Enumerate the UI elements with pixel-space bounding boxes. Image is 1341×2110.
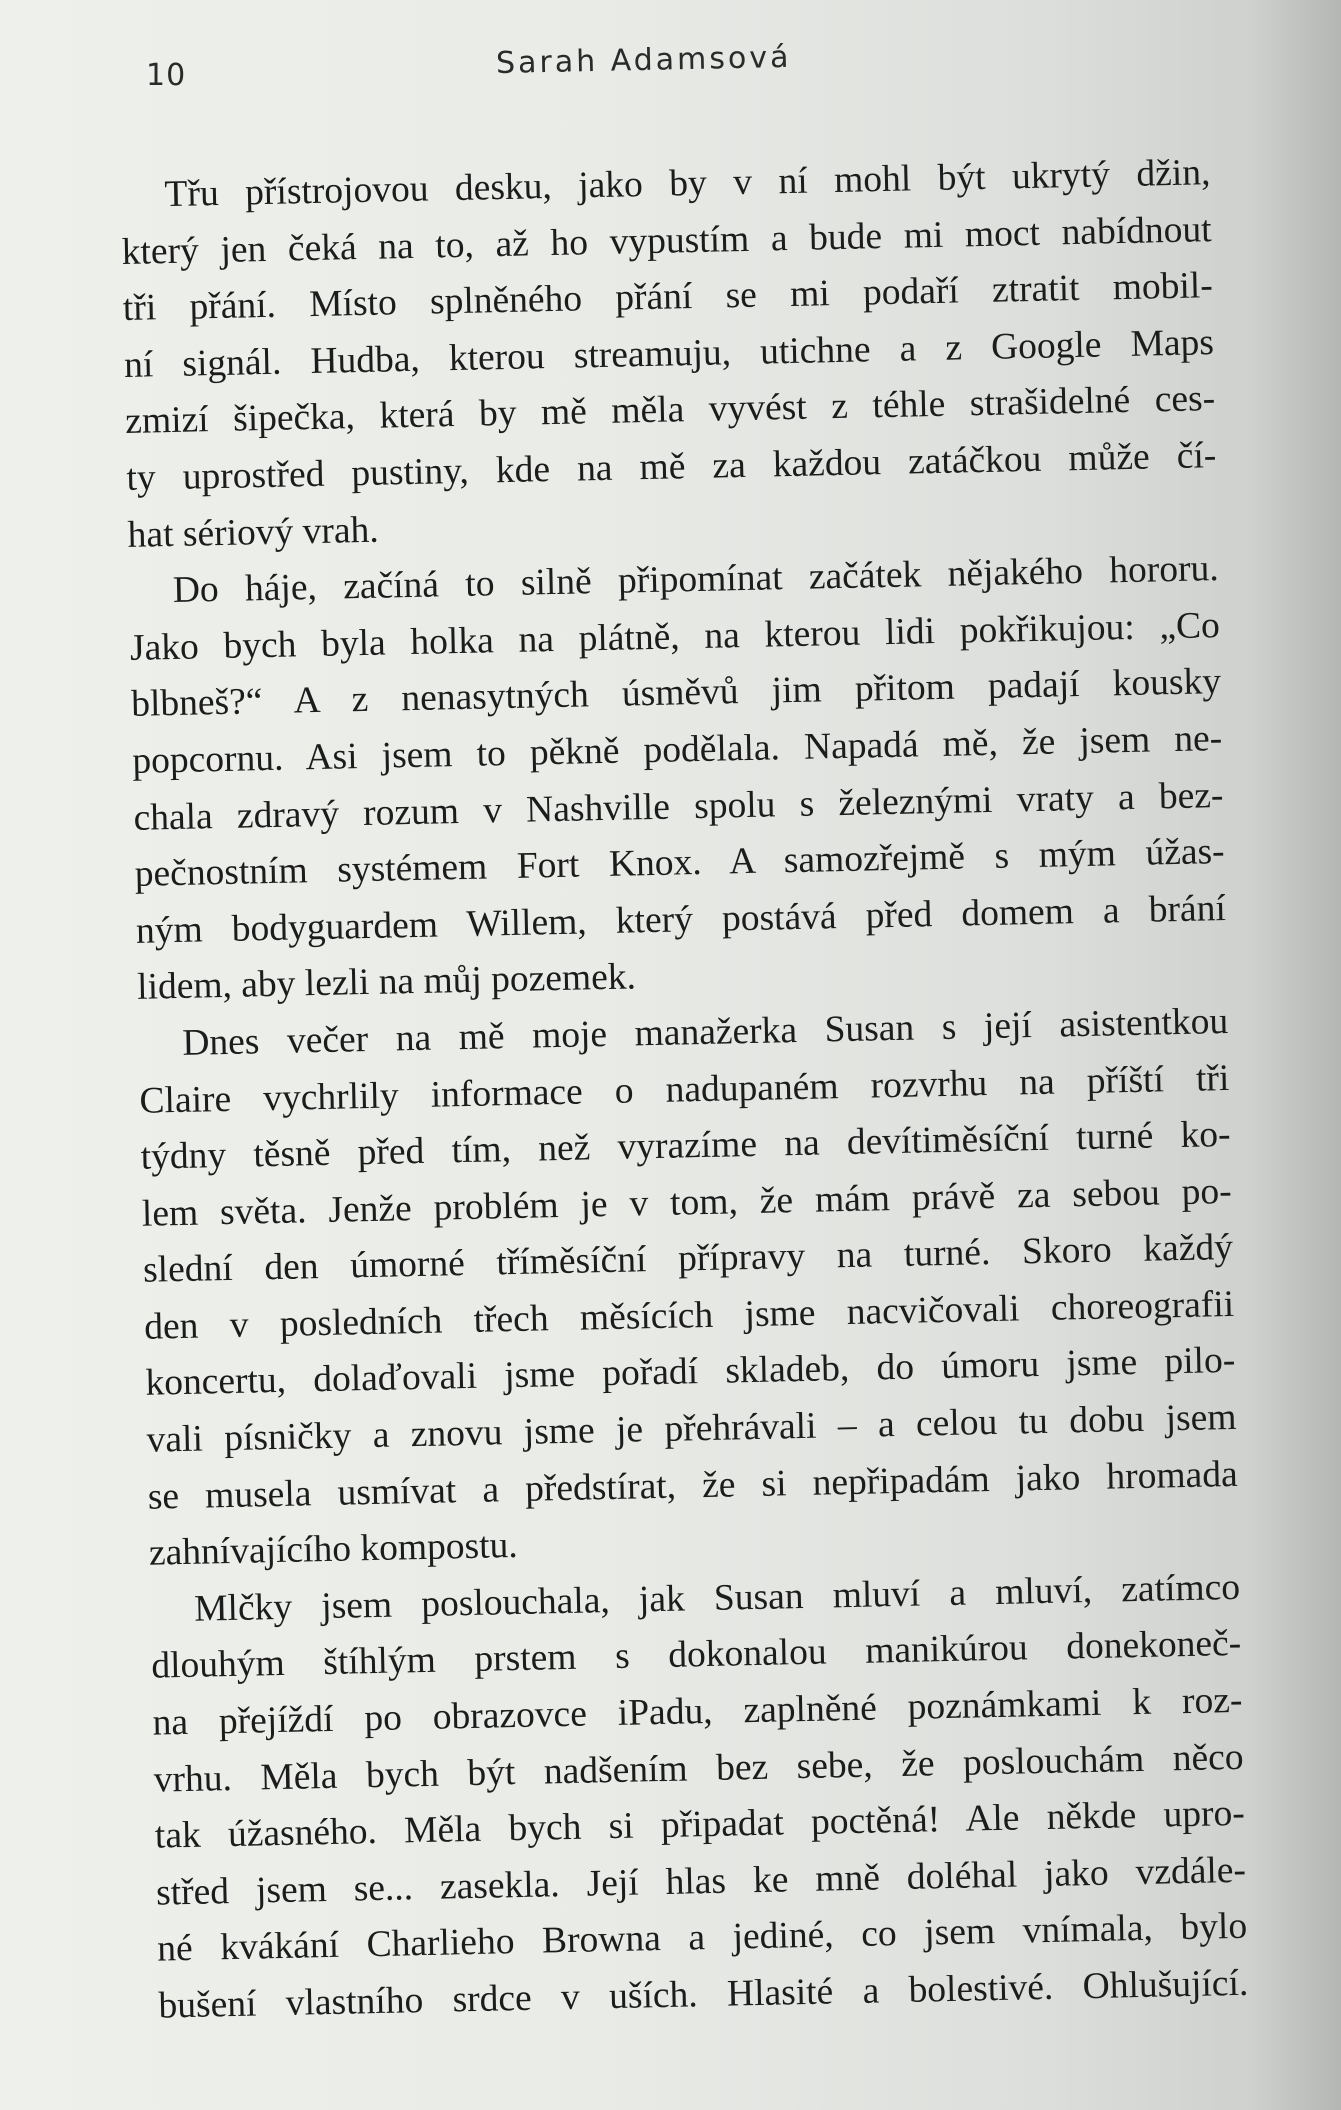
text-line: bušení vlastního srdce v uších. Hlasité a bolestivé. Ohlušující. [158,1962,1249,2027]
page-gutter-shadow [1251,0,1341,2110]
text-line: Claire vychrlily informace o nadupaném rozvrhu na příští tři [139,1057,1230,1122]
text-line: který jen čeká na to, až ho vypustím a bude mi moct nabídnout [121,208,1212,273]
body-text [120,145,1249,2035]
text-line: na přejíždí po obrazovce iPadu, zaplněné poznámkami k roz- [152,1679,1243,1744]
text-line: né kvákání Charlieho Browna a jediné, co jsem vnímala, bylo [156,1906,1248,1971]
text-line: koncertu, dolaďovali jsme pořadí skladeb, do úmoru jsme pilo- [145,1340,1236,1405]
running-head-author: Sarah Adamsová [495,39,792,81]
text-line: tři přání. Místo splněného přání se mi podaří ztratit mobil- [122,265,1214,330]
text-line: dlouhým štíhlým prstem s dokonalou manikúrou donekoneč- [150,1623,1242,1688]
text-line: se musela usmívat a předstírat, že si nepřipadám jako hromada [147,1453,1239,1518]
text-line: zahnívajícího kompostu. [148,1525,519,1574]
text-line: ní signál. Hudba, kterou streamuju, utichne a z Google Maps [123,321,1215,386]
text-line: blbneš?“ A z nenasytných úsměvů jim přitom padají kousky [130,661,1222,726]
text-line: ty uprostřed pustiny, kde na mě za každou zatáčkou může čí- [126,435,1217,499]
text-line: Třu přístrojovou desku, jako by v ní mohl být ukrytý džin, [164,152,1211,216]
text-line: den v posledních třech měsících jsme nacvičovali choreografii [143,1283,1235,1348]
text-line: lem světa. Jenže problém je v tom, že mám právě za sebou po- [141,1170,1233,1235]
text-line: hat sériový vrah. [127,509,380,556]
text-line: tak úžasného. Měla bych si připadat poctěná! Ale někde upro- [154,1793,1246,1857]
text-line: popcornu. Asi jsem to pěkně podělala. Napadá mě, že jsem ne- [131,717,1223,782]
page-number: 10 [146,58,187,93]
text-line: ným bodyguardem Willem, který postává před domem a brání [135,887,1227,952]
text-line: Jako bych byla holka na plátně, na kterou lidi pokřikujou: „Co [129,604,1221,669]
text-line: pečnostním systémem Fort Knox. A samozřejmě s mým úžas- [134,831,1225,895]
text-line: Dnes večer na mě moje manažerka Susan s její asistentkou [181,1000,1229,1064]
text-line: Mlčky jsem poslouchala, jak Susan mluví a mluví, zatímco [193,1566,1241,1630]
text-line: chala zdravý rozum v Nashville spolu s železnými vraty a bez- [133,774,1224,839]
text-line: zmizí šipečka, která by mě měla vyvést z téhle strašidelné ces- [124,378,1216,443]
text-line: vali písničky a znovu jsme je přehrávali – a celou tu dobu jsem [146,1396,1237,1461]
text-line: vrhu. Měla bych být nadšením bez sebe, že poslouchám něco [153,1736,1244,1801]
text-line: slední den úmorné tříměsíční přípravy na turné. Skoro každý [142,1227,1234,1292]
text-line: Do háje, začíná to silně připomínat začátek nějakého hororu. [172,548,1220,612]
text-line: lidem, aby lezli na můj pozemek. [136,956,637,1009]
text-line: střed jsem se... zasekla. Její hlas ke mně doléhal jako vzdále- [155,1849,1247,1914]
text-line: týdny těsně před tím, než vyrazíme na devítiměsíční turné ko- [140,1114,1231,1178]
